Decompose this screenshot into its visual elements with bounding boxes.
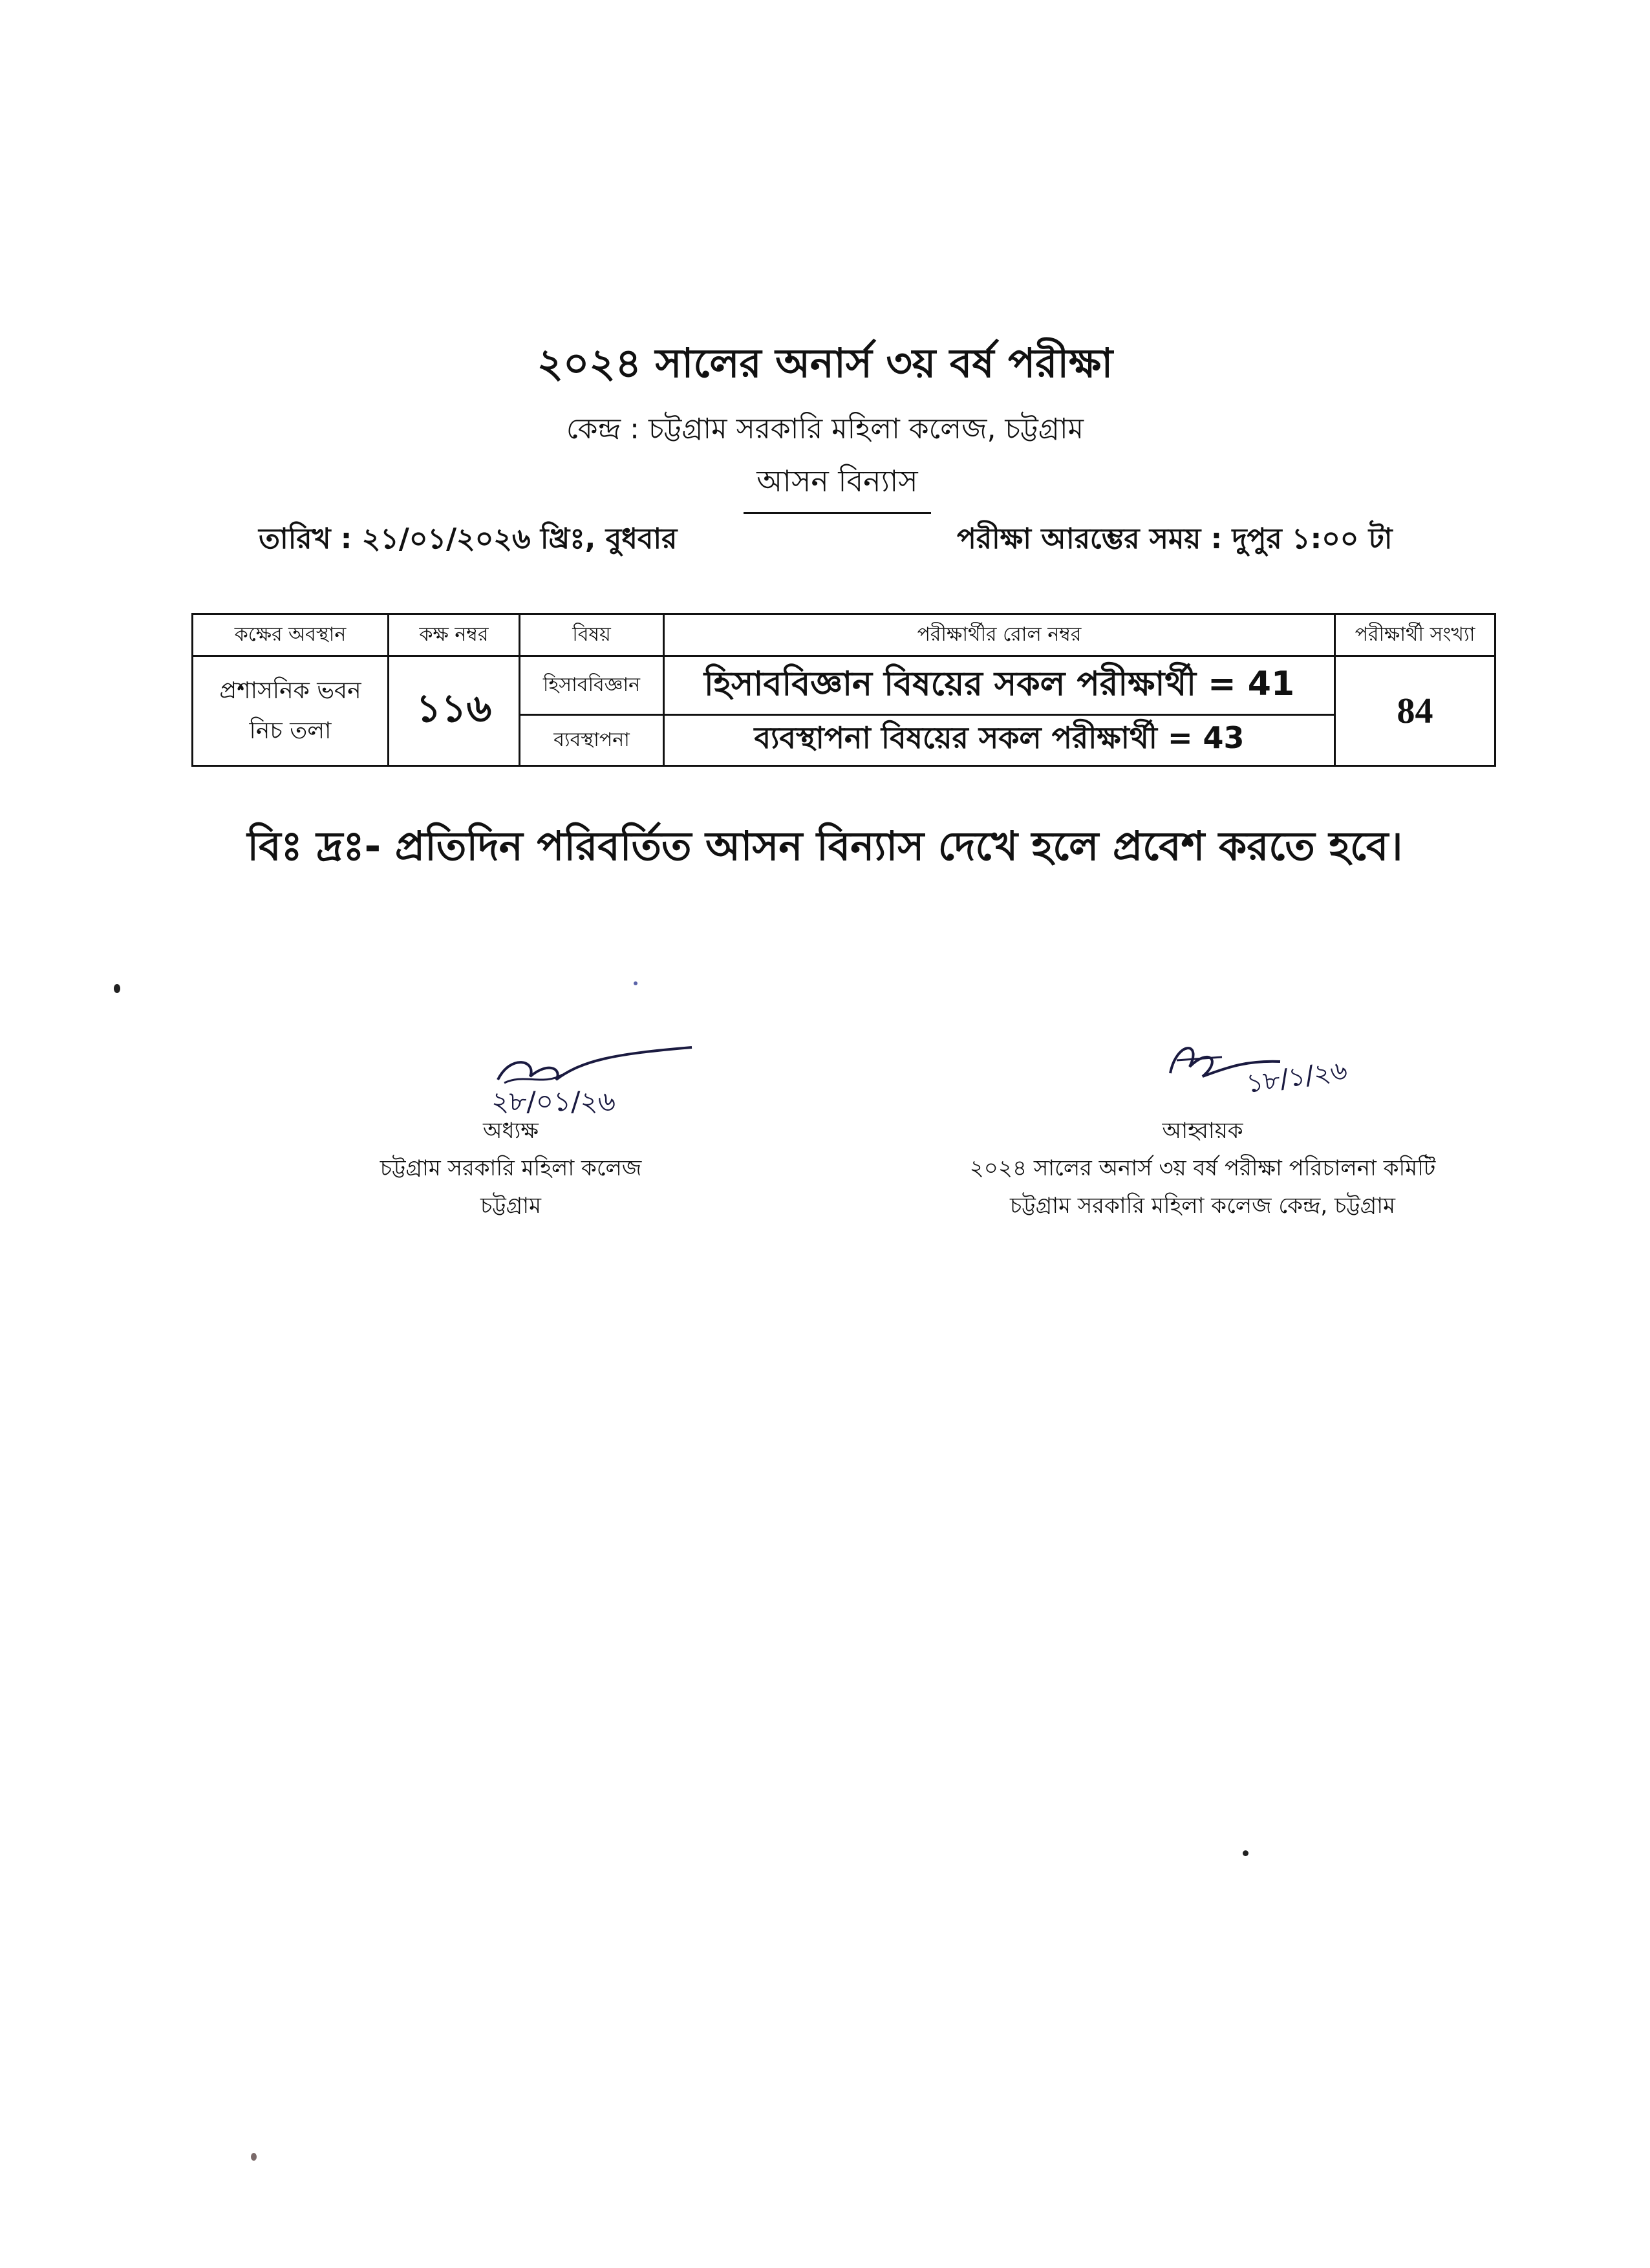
seat-plan-table (191, 613, 1496, 767)
notice: বিঃ দ্রঃ- প্রতিদিন পরিবর্তিত আসন বিন্যাস দেখে হলে প্রবেশ করতে হবে। (247, 822, 1403, 870)
room-building: প্রশাসনিক ভবন (219, 677, 361, 704)
convener-signature (1151, 1022, 1422, 1106)
exam-center: কেন্দ্র : চট্টগ্রাম সরকারি মহিলা কলেজ, চট্টগ্রাম (566, 412, 1084, 445)
table-header-row (193, 614, 1495, 656)
scan-speck (1243, 1850, 1248, 1856)
principal-signature-date: ২৮/০১/২৬ (491, 1086, 616, 1117)
column-header-roll: পরীক্ষার্থীর রোল নম্বর (664, 614, 1335, 656)
column-header-subject: বিষয় (520, 614, 664, 656)
subject-cell: হিসাববিজ্ঞান (520, 656, 664, 715)
principal-org: চট্টগ্রাম সরকারি মহিলা কলেজ (380, 1155, 642, 1181)
column-header-location: কক্ষের অবস্থান (193, 614, 389, 656)
principal-signature (453, 1034, 711, 1118)
room-floor: নিচ তলা (249, 717, 332, 744)
column-header-count: পরীক্ষার্থী সংখ্যা (1335, 614, 1495, 656)
scan-speck (634, 981, 638, 985)
subject-cell: ব্যবস্থাপনা (520, 715, 664, 766)
convener-committee: ২০২৪ সালের অনার্স ৩য় বর্ষ পরীক্ষা পরিচালনা কমিটি (969, 1155, 1436, 1181)
scan-speck (114, 984, 120, 993)
room-location-cell (193, 656, 389, 766)
seat-plan-heading: আসন বিন্যাস (744, 459, 931, 514)
room-number: ১১৬ (389, 656, 520, 766)
column-header-room: কক্ষ নম্বর (389, 614, 520, 656)
convener-org: চট্টগ্রাম সরকারি মহিলা কলেজ কেন্দ্র, চট্টগ্রাম (1009, 1193, 1396, 1219)
principal-city: চট্টগ্রাম (480, 1193, 541, 1219)
scan-speck (251, 2153, 257, 2161)
exam-date: তারিখ : ২১/০১/২০২৬ খ্রিঃ, বুধবার (259, 522, 678, 555)
roll-cell: ব্যবস্থাপনা বিষয়ের সকল পরীক্ষার্থী = 43 (664, 715, 1335, 766)
exam-start-time: পরীক্ষা আরম্ভের সময় : দুপুর ১:০০ টা (957, 522, 1393, 555)
principal-signature-block (310, 1112, 711, 1225)
convener-title: আহ্বায়ক (1162, 1118, 1243, 1144)
convener-signature-date: ১৮/১/২৬ (1244, 1055, 1349, 1099)
table-row (193, 656, 1495, 715)
roll-cell: হিসাববিজ্ঞান বিষয়ের সকল পরীক্ষার্থী = 41 (664, 656, 1335, 715)
exam-title: ২০২৪ সালের অনার্স ৩য় বর্ষ পরীক্ষা (537, 339, 1113, 387)
examinee-total: 84 (1335, 656, 1495, 766)
principal-title: অধ্যক্ষ (483, 1118, 539, 1144)
convener-signature-block (892, 1112, 1513, 1225)
